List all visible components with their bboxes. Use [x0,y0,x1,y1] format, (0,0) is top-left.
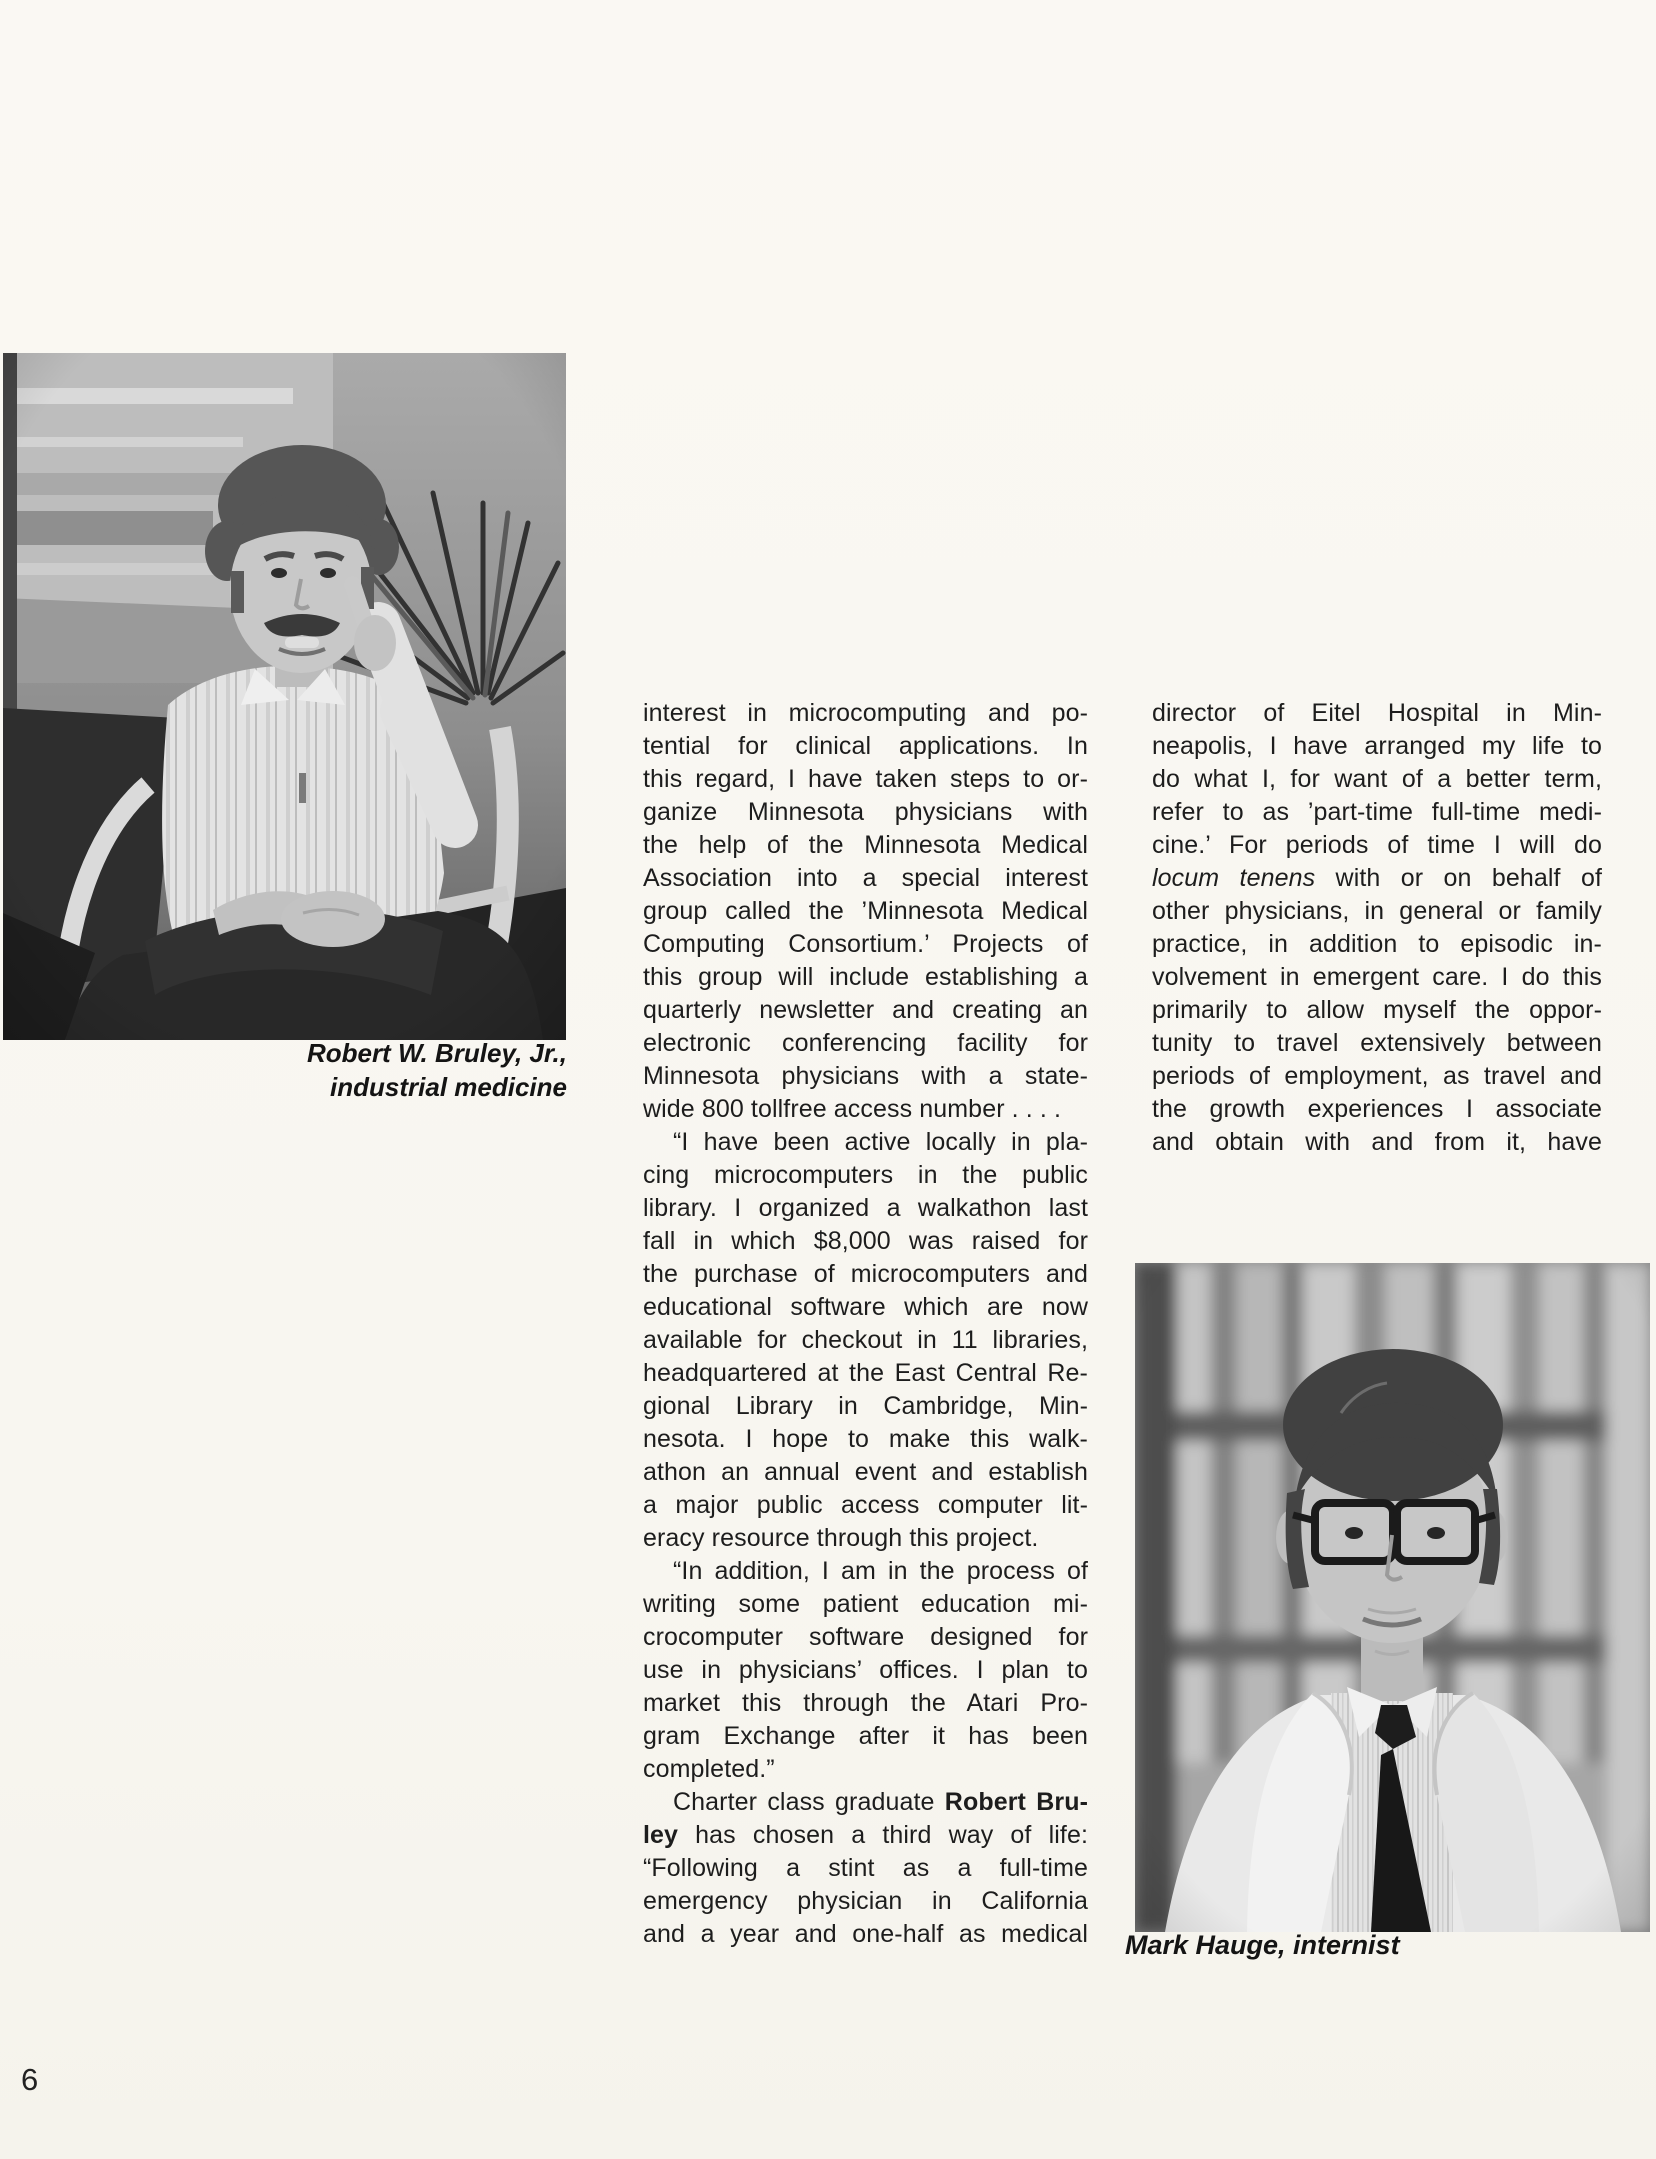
middle-column [643,697,1088,1951]
text-line: eracy resource through this project. [643,1524,1039,1552]
text-line: cine.’ For periods of time I will do [1152,831,1602,859]
hauge-caption: Mark Hauge, internist [1125,1930,1400,1960]
text-line: and a year and one-half as medical [643,1920,1088,1948]
text-line: volvement in emergent care. I do this [1152,963,1602,991]
text-line: fall in which $8,000 was raised for [643,1227,1088,1255]
bruley-photo-art [3,353,566,1040]
text-line: refer to as ’part-time full-time medi- [1152,798,1602,826]
text-line: ganize Minnesota physicians with [643,798,1088,826]
text-line: electronic conferencing facility for [643,1029,1088,1057]
text-line: wide 800 tollfree access number . . . . [643,1095,1061,1123]
text-line: completed.” [643,1755,775,1783]
text-line: practice, in addition to episodic in- [1152,930,1602,958]
text-line: educational software which are now [643,1293,1088,1321]
text-line: market this through the Atari Pro- [643,1689,1088,1717]
text-line: tunity to travel extensively between [1152,1029,1602,1057]
text-line: group called the ’Minnesota Medical [643,897,1088,925]
bruley-photo [3,353,566,1040]
hauge-photo [1135,1263,1650,1932]
text-line: gional Library in Cambridge, Min- [643,1392,1088,1420]
text-line: and obtain with and from it, have [1152,1128,1602,1156]
text-line: headquartered at the East Central Re- [643,1359,1088,1387]
text-line: quarterly newsletter and creating an [643,996,1088,1024]
right-column [1152,697,1602,1159]
text-line: do what I, for want of a better term, [1152,765,1602,793]
text-line: “Following a stint as a full-time [643,1854,1088,1882]
text-line: other physicians, in general or family [1152,897,1602,925]
text-line: Charter class graduate Robert Bru- [673,1788,1088,1816]
bruley-caption-line-2: industrial medicine [330,1072,567,1102]
text-line: neapolis, I have arranged my life to [1152,732,1602,760]
text-line: gram Exchange after it has been [643,1722,1088,1750]
page-number: 6 [21,2062,39,2097]
text-line: primarily to allow myself the oppor- [1152,996,1602,1024]
text-line: athon an annual event and establish [643,1458,1088,1486]
text-line: this group will include establishing a [643,963,1088,991]
text-line: the purchase of microcomputers and [643,1260,1088,1288]
text-line: Minnesota physicians with a state- [643,1062,1088,1090]
text-line: the help of the Minnesota Medical [643,831,1088,859]
text-line: Association into a special interest [643,864,1088,892]
text-line: interest in microcomputing and po- [643,699,1088,727]
bruley-caption-line-1: Robert W. Bruley, Jr., [306,1038,567,1068]
text-line: available for checkout in 11 libraries, [643,1326,1088,1354]
text-line: ley has chosen a third way of life: [643,1821,1088,1849]
text-line: crocomputer software designed for [643,1623,1088,1651]
text-line: writing some patient education mi- [643,1590,1088,1618]
text-line: cing microcomputers in the public [643,1161,1088,1189]
text-line: this regard, I have taken steps to or- [643,765,1088,793]
text-line: nesota. I hope to make this walk- [643,1425,1088,1453]
text-line: periods of employment, as travel and [1152,1062,1602,1090]
text-line: “In addition, I am in the process of [673,1557,1088,1585]
text-line: a major public access computer lit- [643,1491,1088,1519]
text-line: the growth experiences I associate [1152,1095,1602,1123]
text-line: Computing Consortium.’ Projects of [643,930,1088,958]
text-line: locum tenens with or on behalf of [1152,864,1602,892]
text-line: tential for clinical applications. In [643,732,1088,760]
text-line: “I have been active locally in pla- [673,1128,1088,1156]
hauge-photo-art [1135,1263,1650,1932]
bruley-caption [167,1036,567,1104]
text-line: director of Eitel Hospital in Min- [1152,699,1602,727]
text-line: emergency physician in California [643,1887,1088,1915]
text-line: use in physicians’ offices. I plan to [643,1656,1088,1684]
text-line: library. I organized a walkathon last [643,1194,1088,1222]
